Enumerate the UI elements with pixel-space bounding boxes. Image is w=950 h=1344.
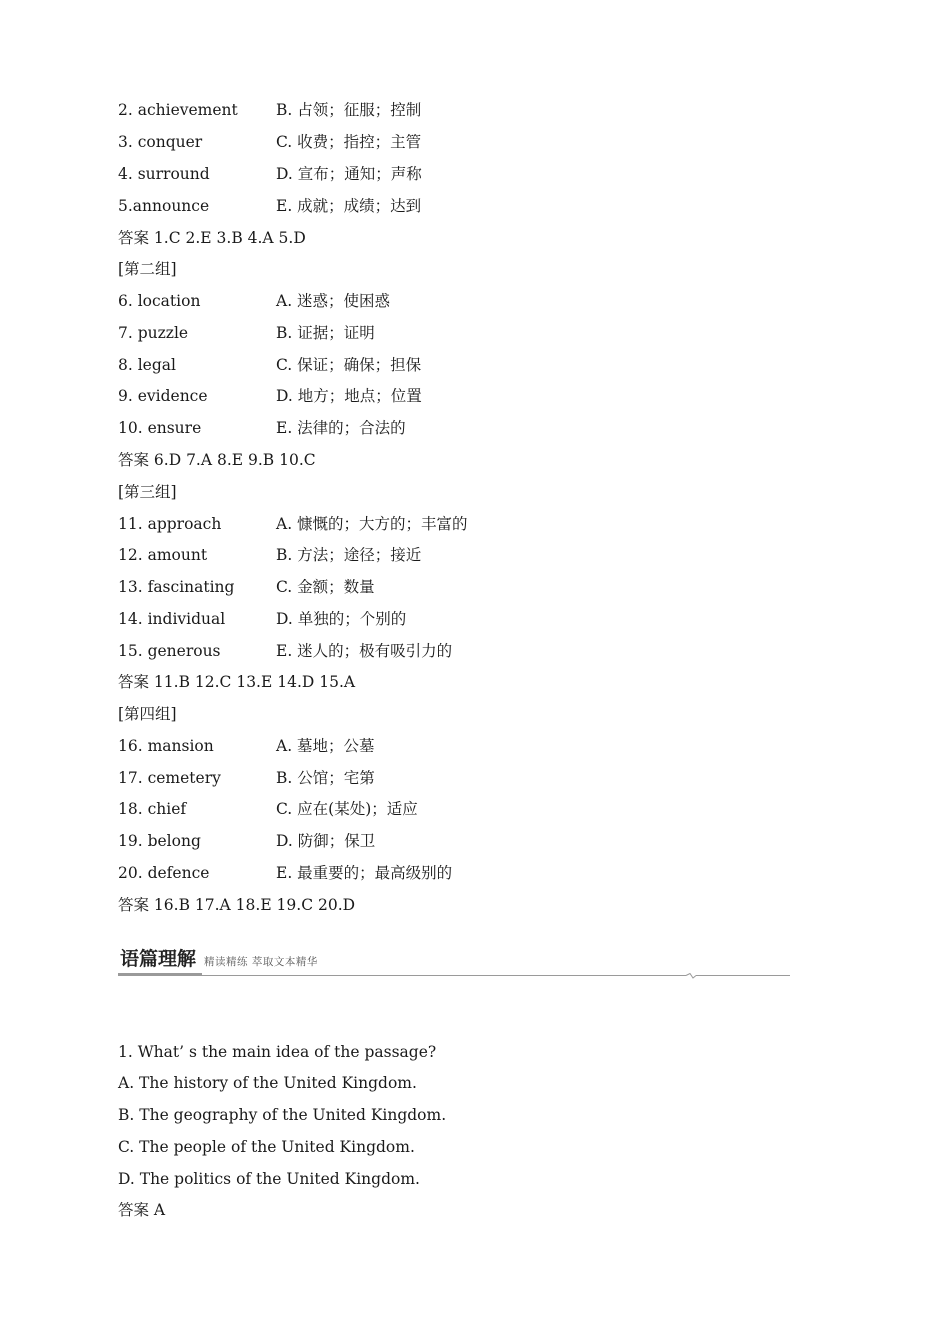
vocab-term: 12. amount [118,546,208,564]
vocab-term: 14. individual [118,610,226,628]
vocab-term: 9. evidence [118,387,208,405]
vocab-term: 19. belong [118,832,201,850]
vocab-definition: A. 墓地；公墓 [276,737,375,755]
vocab-term: 4. surround [118,165,210,183]
vocab-definition: C. 保证；确保；担保 [276,356,422,374]
vocab-definition: A. 迷惑；使困惑 [276,292,391,310]
vocab-term: 17. cemetery [118,769,221,787]
group-label: [第二组] [118,260,177,278]
vocab-term: 8. legal [118,356,176,374]
vocab-term: 20. defence [118,864,210,882]
vocab-definition: E. 最重要的；最高级别的 [276,864,453,882]
vocab-definition: D. 宣布；通知；声称 [276,165,422,183]
answer-key: 答案 1.C 2.E 3.B 4.A 5.D [118,229,306,247]
vocab-term: 18. chief [118,800,187,818]
question-option: D. The politics of the United Kingdom. [118,1170,420,1188]
answer-key: 答案 16.B 17.A 18.E 19.C 20.D [118,896,356,914]
question-option: C. The people of the United Kingdom. [118,1138,415,1156]
vocab-definition: D. 单独的；个别的 [276,610,407,628]
question-option: A. The history of the United Kingdom. [118,1074,417,1092]
vocab-definition: E. 迷人的；极有吸引力的 [276,642,453,660]
question-stem: 1. What’ s the main idea of the passage? [118,1043,437,1061]
vocab-definition: D. 防御；保卫 [276,832,376,850]
vocab-term: 11. approach [118,515,222,533]
vocab-definition: B. 证据；证明 [276,324,375,342]
vocab-definition: A. 慷慨的；大方的；丰富的 [276,515,468,533]
section-title: 语篇理解 [120,948,197,970]
vocab-definition: C. 应在(某处)；适应 [276,800,418,818]
vocab-term: 7. puzzle [118,324,189,342]
vocab-definition: C. 金额；数量 [276,578,375,596]
vocab-term: 10. ensure [118,419,202,437]
vocab-definition: D. 地方；地点；位置 [276,387,422,405]
group-label: [第三组] [118,483,177,501]
vocab-definition: B. 公馆；宅第 [276,769,375,787]
group-label: [第四组] [118,705,177,723]
vocab-definition: C. 收费；指控；主管 [276,133,422,151]
vocab-term: 5.announce [118,197,210,215]
answer-key: 答案 11.B 12.C 13.E 14.D 15.A [118,673,356,691]
vocab-definition: E. 成就；成绩；达到 [276,197,422,215]
question-option: B. The geography of the United Kingdom. [118,1106,447,1124]
vocab-term: 3. conquer [118,133,203,151]
vocab-term: 16. mansion [118,737,214,755]
vocab-term: 15. generous [118,642,221,660]
vocab-term: 6. location [118,292,201,310]
answer-key: 答案 6.D 7.A 8.E 9.B 10.C [118,451,316,469]
answer-key: 答案 A [118,1201,166,1219]
vocab-definition: B. 占领；征服；控制 [276,101,422,119]
vocab-term: 13. fascinating [118,578,235,596]
section-header [118,945,790,979]
vocab-definition: B. 方法；途径；接近 [276,546,422,564]
section-divider [118,973,790,979]
section-subtitle: 精读精练 萃取文本精华 [204,956,318,968]
vocab-definition: E. 法律的；合法的 [276,419,406,437]
vocab-term: 2. achievement [118,101,238,119]
